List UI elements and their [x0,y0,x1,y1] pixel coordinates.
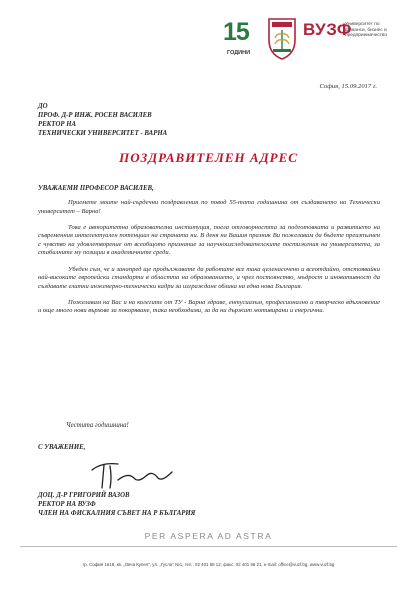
brand-name: ВУЗФ [303,20,352,39]
addressee-position: РЕКТОР НА [38,120,77,128]
body-paragraph: Пожелавам на Вас и на колегите от ТУ - Варна здраве, ентусиазъм, професионално и творческо вдъхновение и още много нови върхове за покоряване, така необходими, за да ни държат мотивирани и енергични. [38,298,380,315]
addressee-institution: ТЕХНИЧЕСКИ УНИВЕРСИТЕТ - ВАРНА [38,129,168,137]
letter-date: София, 15.09.2017 г. [319,83,377,90]
signer-block [38,492,195,519]
body-paragraph: Това е авторитетна образователна институция, поела отговорността за подготовката и развитието на съвременния интелектуален потенциал на страната ни. В деня на Вашия празник Ви пожелавам да бъдете преизпълнен с чувство на удовлетворение от всеобщото признание за научноизследователските постижения на университета, за стабилните му позиции в академичните среди. [38,223,380,257]
regards: С УВАЖЕНИЕ, [38,444,86,451]
vuzf-logo [223,16,393,62]
signer-position: РЕКТОР НА ВУЗФ [38,500,96,508]
anniversary-badge [223,16,259,62]
anniversary-number: 15 [223,18,249,46]
body-paragraph: Убеден съм, че и занапред ще продължавате да работите все така целенасочено и всеотдайно, отстоявайки най-високите европейски стандарти в областта на образованието, и чрез постоянство, мъдрост и иновативност да създавате елитни инженерно-технически кадри за изграждане облика на една нова България. [38,265,380,290]
footer-divider [20,546,397,547]
motto: PER ASPERA AD ASTRA [144,531,273,541]
addressee-to: ДО [38,103,48,110]
handwritten-signature [88,458,178,490]
signer-membership: ЧЛЕН НА ФИСКАЛНИЯ СЪВЕТ НА Р БЪЛГАРИЯ [38,509,196,517]
closing-wish: Честита годишнина! [66,422,129,429]
footer-contacts: гр. София 1618, кв. „Овча Купел", ул. „Гусла" №1, тел.: 02 401 58 12; факс: 02 401 58 21, e-mail: office@vuzf.bg, www.vuzf.bg [82,562,335,567]
addressee-name: ПРОФ. Д-Р ИНЖ. РОСЕН ВАСИЛЕВ [38,111,152,119]
anniversary-caption: ГОДИНИ [227,50,251,56]
addressee-block [38,103,167,139]
salutation: УВАЖАЕМИ ПРОФЕСОР ВАСИЛЕВ, [38,185,154,192]
letter-body [38,199,380,324]
body-paragraph: Приемете моите най-сърдечни поздравления по повод 55-тата годишнина от създаването на Технически университет – Варна! [38,199,380,215]
letter-title: ПОЗДРАВИТЕЛЕН АДРЕС [119,150,298,165]
brand-subtitle: Университет по финанси, бизнес и предприемачество [345,22,388,39]
signer-name: ДОЦ. Д-Р ГРИГОРИЙ ВАЗОВ [38,492,130,499]
university-crest-icon [267,16,297,60]
